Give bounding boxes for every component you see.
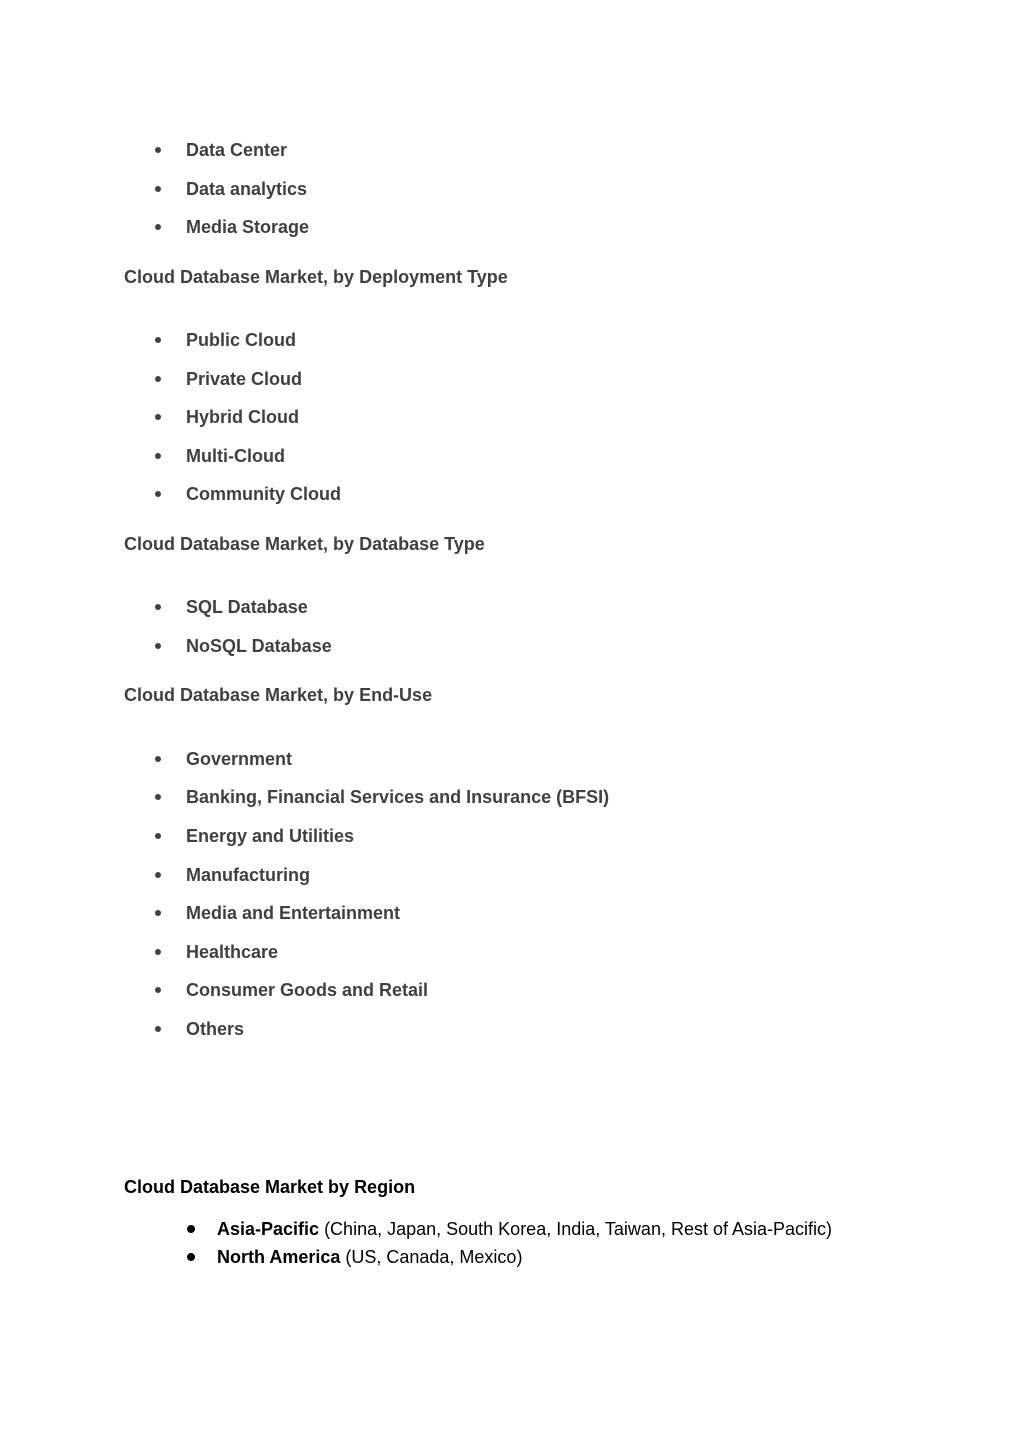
bullet-icon [155, 756, 161, 762]
list-item: NoSQL Database [186, 636, 332, 656]
bullet-icon [155, 604, 161, 610]
bullet-icon [155, 224, 161, 230]
section-heading-deployment: Cloud Database Market, by Deployment Type [124, 267, 508, 287]
list-item: Data Center [186, 140, 288, 160]
bullet-icon [155, 414, 161, 420]
bullet-icon [155, 453, 161, 459]
list-item: Media Storage [186, 217, 310, 237]
list-item: Others [186, 1019, 245, 1039]
bullet-icon [155, 337, 161, 343]
region-name: North America [217, 1247, 341, 1267]
bullet-icon [155, 643, 161, 649]
list-item: Community Cloud [186, 484, 341, 504]
list-item: Hybrid Cloud [186, 407, 299, 427]
list-item: Multi-Cloud [186, 446, 285, 466]
bullet-icon [155, 491, 161, 497]
region-countries: (US, Canada, Mexico) [340, 1247, 523, 1267]
section-heading-database: Cloud Database Market, by Database Type [124, 534, 485, 554]
bullet-icon [187, 1225, 195, 1233]
section-heading-enduse: Cloud Database Market, by End-Use [124, 685, 433, 705]
bullet-icon [155, 949, 161, 955]
list-item: Public Cloud [186, 330, 296, 350]
bullet-icon [155, 872, 161, 878]
bullet-icon [155, 147, 161, 153]
list-item: SQL Database [186, 597, 308, 617]
section-heading-region: Cloud Database Market by Region [124, 1177, 416, 1197]
bullet-icon [155, 1026, 161, 1032]
list-item: Private Cloud [186, 369, 303, 389]
list-item: Data analytics [186, 179, 308, 199]
bullet-icon [155, 987, 161, 993]
bullet-icon [155, 910, 161, 916]
region-countries: (China, Japan, South Korea, India, Taiwan, Rest of Asia-Pacific) [319, 1219, 833, 1239]
bullet-icon [155, 376, 161, 382]
bullet-icon [155, 833, 161, 839]
region-item [217, 1218, 832, 1240]
list-item: Government [186, 749, 293, 769]
region-name: Asia-Pacific [217, 1219, 320, 1239]
bullet-icon [187, 1253, 195, 1261]
list-item: Banking, Financial Services and Insurance (BFSI) [186, 787, 610, 807]
list-item: Energy and Utilities [186, 826, 355, 846]
list-item: Healthcare [186, 942, 279, 962]
region-item [217, 1246, 522, 1268]
list-item: Consumer Goods and Retail [186, 980, 429, 1000]
list-item: Manufacturing [186, 865, 310, 885]
bullet-icon [155, 794, 161, 800]
list-item: Media and Entertainment [186, 903, 401, 923]
bullet-icon [155, 186, 161, 192]
